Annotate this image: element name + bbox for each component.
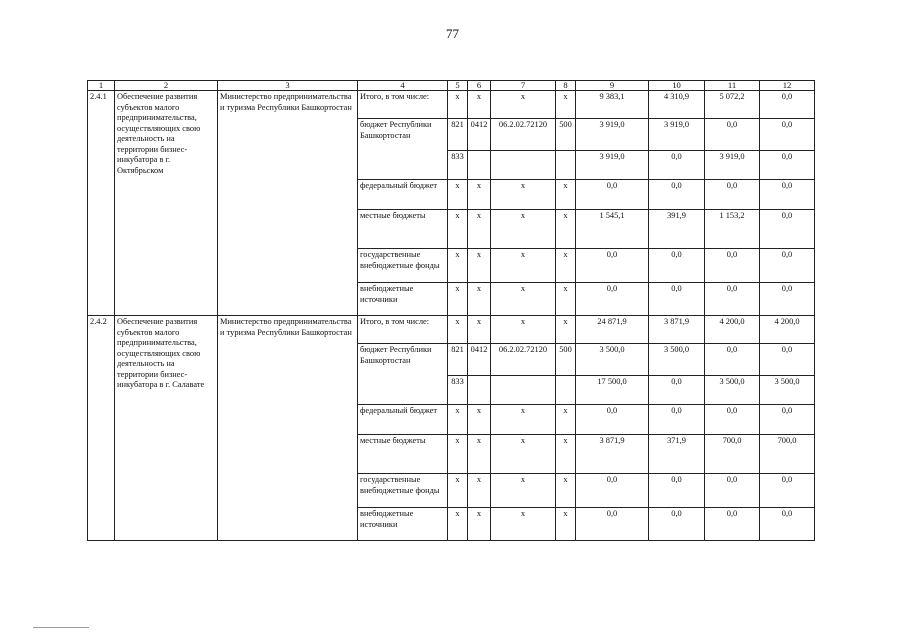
cell-c10: 0,0 (649, 376, 705, 405)
cell-c9: 9 383,1 (576, 91, 649, 119)
cell-c9: 3 919,0 (576, 119, 649, 151)
cell-c11: 0,0 (705, 119, 760, 151)
cell-c10: 0,0 (649, 405, 705, 435)
cell-c10: 0,0 (649, 508, 705, 541)
funding-source: местные бюджеты (358, 435, 448, 474)
cell-c10: 4 310,9 (649, 91, 705, 119)
cell-c11: 0,0 (705, 344, 760, 376)
cell-c9: 0,0 (576, 283, 649, 316)
cell-c7-empty (491, 376, 556, 405)
cell-c10: 0,0 (649, 474, 705, 508)
cell-c5: х (448, 249, 468, 283)
section-executor: Министерство предпринимательства и туризма Республики Башкортостан (218, 91, 358, 316)
col-header-11: 11 (705, 81, 760, 91)
cell-c12: 0,0 (760, 344, 815, 376)
cell-c12: 0,0 (760, 405, 815, 435)
cell-c6: 0412 (468, 119, 491, 151)
cell-c10: 0,0 (649, 180, 705, 210)
cell-c6: х (468, 316, 491, 344)
funding-source: Итого, в том числе: (358, 91, 448, 119)
cell-c5: х (448, 91, 468, 119)
funding-source: государственные внебюджетные фонды (358, 474, 448, 508)
cell-c6-empty (468, 376, 491, 405)
cell-c6: х (468, 91, 491, 119)
cell-c12: 3 500,0 (760, 376, 815, 405)
row-total (88, 91, 815, 119)
section-name: Обеспечение развития субъектов малого предпринимательства, осуществляющих свою деятельность на территории бизнес-инкубатора в г. Октябрьском (115, 91, 218, 316)
cell-c12: 0,0 (760, 249, 815, 283)
cell-c8: х (556, 435, 576, 474)
cell-c5: 821 (448, 119, 468, 151)
col-header-2: 2 (115, 81, 218, 91)
cell-c8: х (556, 91, 576, 119)
column-header-row (88, 81, 815, 91)
cell-c9: 0,0 (576, 249, 649, 283)
cell-c8: х (556, 180, 576, 210)
cell-c10: 0,0 (649, 151, 705, 180)
cell-c8: х (556, 316, 576, 344)
cell-c6: 0412 (468, 344, 491, 376)
col-header-5: 5 (448, 81, 468, 91)
funding-source: внебюджетные источники (358, 508, 448, 541)
cell-c8: х (556, 210, 576, 249)
cell-c9: 3 919,0 (576, 151, 649, 180)
cell-c7-empty (491, 151, 556, 180)
cell-c6: х (468, 474, 491, 508)
cell-c6: х (468, 180, 491, 210)
col-header-9: 9 (576, 81, 649, 91)
col-header-3: 3 (218, 81, 358, 91)
section-executor: Министерство предпринимательства и туризма Республики Башкортостан (218, 316, 358, 541)
cell-c6: х (468, 508, 491, 541)
cell-c11: 1 153,2 (705, 210, 760, 249)
row-total (88, 316, 815, 344)
funding-source: местные бюджеты (358, 210, 448, 249)
cell-c8: х (556, 249, 576, 283)
cell-c8: х (556, 474, 576, 508)
cell-c8: х (556, 508, 576, 541)
cell-c9: 0,0 (576, 474, 649, 508)
cell-c11: 3 919,0 (705, 151, 760, 180)
cell-c12: 0,0 (760, 210, 815, 249)
funding-source: федеральный бюджет (358, 405, 448, 435)
cell-c8: 500 (556, 119, 576, 151)
cell-c8: х (556, 405, 576, 435)
cell-c5: 833 (448, 376, 468, 405)
cell-c11: 3 500,0 (705, 376, 760, 405)
budget-table (87, 80, 815, 541)
cell-c9: 0,0 (576, 180, 649, 210)
cell-c5: х (448, 405, 468, 435)
cell-c7: х (491, 91, 556, 119)
cell-c12: 0,0 (760, 283, 815, 316)
cell-c5: х (448, 180, 468, 210)
cell-c5: х (448, 508, 468, 541)
section-name: Обеспечение развития субъектов малого предпринимательства, осуществляющих свою деятельность на территории бизнес-инкубатора в г. Салавате (115, 316, 218, 541)
cell-c9: 3 500,0 (576, 344, 649, 376)
cell-c8-empty (556, 376, 576, 405)
cell-c7: х (491, 180, 556, 210)
cell-c7: х (491, 316, 556, 344)
cell-c7: х (491, 474, 556, 508)
cell-c5: х (448, 435, 468, 474)
cell-c10: 371,9 (649, 435, 705, 474)
cell-c11: 0,0 (705, 474, 760, 508)
cell-c9: 17 500,0 (576, 376, 649, 405)
col-header-1: 1 (88, 81, 115, 91)
cell-c5: 833 (448, 151, 468, 180)
funding-source: государственные внебюджетные фонды (358, 249, 448, 283)
cell-c10: 3 500,0 (649, 344, 705, 376)
cell-c9: 3 871,9 (576, 435, 649, 474)
cell-c6: х (468, 405, 491, 435)
cell-c7: х (491, 249, 556, 283)
col-header-4: 4 (358, 81, 448, 91)
cell-c5: х (448, 283, 468, 316)
cell-c8: 500 (556, 344, 576, 376)
cell-c9: 0,0 (576, 508, 649, 541)
cell-c11: 0,0 (705, 508, 760, 541)
cell-c6-empty (468, 151, 491, 180)
cell-c6: х (468, 283, 491, 316)
cell-c11: 0,0 (705, 405, 760, 435)
cell-c12: 0,0 (760, 119, 815, 151)
cell-c10: 0,0 (649, 249, 705, 283)
cell-c5: х (448, 316, 468, 344)
cell-c7: х (491, 405, 556, 435)
cell-c12: 0,0 (760, 151, 815, 180)
col-header-10: 10 (649, 81, 705, 91)
funding-source: внебюджетные источники (358, 283, 448, 316)
cell-c10: 391,9 (649, 210, 705, 249)
section-id: 2.4.1 (88, 91, 115, 316)
cell-c12: 0,0 (760, 91, 815, 119)
cell-c9: 1 545,1 (576, 210, 649, 249)
cell-c7: х (491, 283, 556, 316)
cell-c10: 3 919,0 (649, 119, 705, 151)
cell-c7: х (491, 508, 556, 541)
cell-c7: 06.2.02.72120 (491, 119, 556, 151)
col-header-12: 12 (760, 81, 815, 91)
cell-c6: х (468, 435, 491, 474)
page-number: 77 (446, 26, 459, 41)
funding-source: бюджет Республики Башкортостан (358, 344, 448, 405)
cell-c11: 0,0 (705, 249, 760, 283)
cell-c12: 0,0 (760, 474, 815, 508)
cell-c11: 4 200,0 (705, 316, 760, 344)
cell-c11: 0,0 (705, 180, 760, 210)
cell-c12: 700,0 (760, 435, 815, 474)
cell-c6: х (468, 249, 491, 283)
cell-c7: х (491, 435, 556, 474)
cell-c12: 4 200,0 (760, 316, 815, 344)
cell-c11: 5 072,2 (705, 91, 760, 119)
col-header-7: 7 (491, 81, 556, 91)
cell-c9: 24 871,9 (576, 316, 649, 344)
funding-source: Итого, в том числе: (358, 316, 448, 344)
cell-c10: 3 871,9 (649, 316, 705, 344)
funding-source: федеральный бюджет (358, 180, 448, 210)
section-id: 2.4.2 (88, 316, 115, 541)
cell-c5: х (448, 210, 468, 249)
cell-c7: 06.2.02.72120 (491, 344, 556, 376)
cell-c9: 0,0 (576, 405, 649, 435)
cell-c6: х (468, 210, 491, 249)
cell-c5: 821 (448, 344, 468, 376)
cell-c7: х (491, 210, 556, 249)
cell-c11: 0,0 (705, 283, 760, 316)
cell-c8-empty (556, 151, 576, 180)
funding-source: бюджет Республики Башкортостан (358, 119, 448, 180)
cell-c5: х (448, 474, 468, 508)
col-header-8: 8 (556, 81, 576, 91)
cell-c12: 0,0 (760, 180, 815, 210)
cell-c11: 700,0 (705, 435, 760, 474)
cell-c10: 0,0 (649, 283, 705, 316)
cell-c8: х (556, 283, 576, 316)
cell-c12: 0,0 (760, 508, 815, 541)
col-header-6: 6 (468, 81, 491, 91)
footer-rule (33, 627, 89, 628)
